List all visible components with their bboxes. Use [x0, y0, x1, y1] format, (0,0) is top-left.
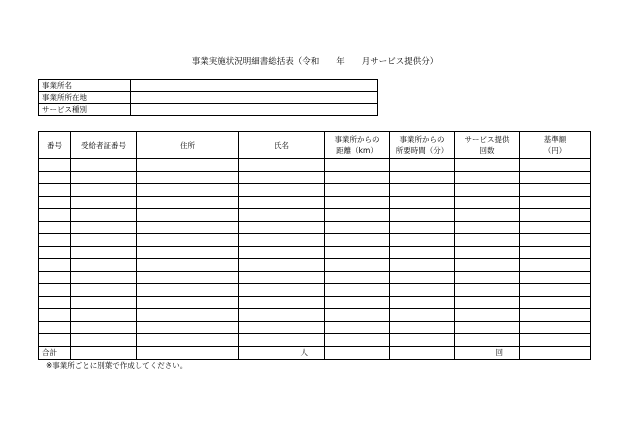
table-cell[interactable]: [71, 159, 137, 172]
table-cell[interactable]: [390, 171, 455, 184]
table-cell[interactable]: [137, 184, 239, 197]
table-cell[interactable]: [325, 309, 390, 322]
total-row: [39, 346, 591, 359]
table-row: [39, 309, 591, 322]
table-cell[interactable]: [520, 196, 591, 209]
table-cell[interactable]: [39, 271, 71, 284]
header-row: [39, 132, 591, 159]
table-cell[interactable]: [520, 296, 591, 309]
table-cell[interactable]: [71, 271, 137, 284]
table-cell[interactable]: [325, 209, 390, 222]
table-row: [39, 296, 591, 309]
table-cell[interactable]: [325, 321, 390, 334]
service-type-field[interactable]: [131, 104, 378, 116]
total-cell: [390, 346, 455, 359]
table-cell[interactable]: [390, 271, 455, 284]
table-cell[interactable]: [137, 209, 239, 222]
table-cell[interactable]: [390, 196, 455, 209]
office-name-row: [39, 80, 378, 92]
table-row: [39, 184, 591, 197]
table-cell[interactable]: [520, 246, 591, 259]
table-cell[interactable]: [239, 196, 325, 209]
table-cell[interactable]: [455, 234, 520, 247]
table-cell[interactable]: [239, 184, 325, 197]
table-cell[interactable]: [137, 259, 239, 272]
table-cell[interactable]: [137, 159, 239, 172]
table-cell[interactable]: [520, 234, 591, 247]
table-cell[interactable]: [390, 334, 455, 347]
table-cell[interactable]: [239, 246, 325, 259]
total-count-unit: 回: [455, 346, 520, 359]
total-label: 合計: [39, 346, 71, 359]
table-row: [39, 321, 591, 334]
table-cell[interactable]: [39, 321, 71, 334]
table-cell[interactable]: [71, 184, 137, 197]
table-cell[interactable]: [325, 159, 390, 172]
table-cell[interactable]: [390, 159, 455, 172]
table-cell[interactable]: [390, 321, 455, 334]
table-cell[interactable]: [390, 221, 455, 234]
table-cell[interactable]: [520, 271, 591, 284]
table-cell[interactable]: [71, 334, 137, 347]
table-cell[interactable]: [71, 309, 137, 322]
table-cell[interactable]: [325, 284, 390, 297]
total-cell: [137, 346, 239, 359]
table-cell[interactable]: [325, 271, 390, 284]
table-cell[interactable]: [455, 196, 520, 209]
table-cell[interactable]: [39, 184, 71, 197]
table-cell[interactable]: [39, 334, 71, 347]
total-people-unit: 人: [239, 346, 325, 359]
table-cell[interactable]: [239, 259, 325, 272]
service-type-row: [39, 104, 378, 116]
table-cell[interactable]: [137, 321, 239, 334]
col-service-count-header: サービス提供 回数: [455, 132, 520, 159]
table-cell[interactable]: [137, 309, 239, 322]
table-cell[interactable]: [239, 221, 325, 234]
table-cell[interactable]: [325, 171, 390, 184]
table-cell[interactable]: [455, 296, 520, 309]
table-cell[interactable]: [39, 284, 71, 297]
col-travel-time-header: 事業所からの 所要時間（分）: [390, 132, 455, 159]
table-cell[interactable]: [325, 196, 390, 209]
service-type-label: サービス種別: [39, 104, 131, 116]
table-cell[interactable]: [39, 296, 71, 309]
table-cell[interactable]: [455, 184, 520, 197]
table-cell[interactable]: [71, 284, 137, 297]
table-row: [39, 209, 591, 222]
table-cell[interactable]: [39, 259, 71, 272]
table-cell[interactable]: [325, 334, 390, 347]
office-address-label: 事業所所在地: [39, 92, 131, 104]
detail-table: [38, 131, 591, 360]
table-cell[interactable]: [39, 309, 71, 322]
col-number-header: 番号: [39, 132, 71, 159]
col-name-header: 氏名: [239, 132, 325, 159]
table-cell[interactable]: [390, 246, 455, 259]
table-cell[interactable]: [239, 334, 325, 347]
table-cell[interactable]: [39, 159, 71, 172]
table-cell[interactable]: [520, 284, 591, 297]
table-row: [39, 221, 591, 234]
table-cell[interactable]: [239, 209, 325, 222]
table-cell[interactable]: [325, 259, 390, 272]
table-row: [39, 171, 591, 184]
office-name-label: 事業所名: [39, 80, 131, 92]
table-cell[interactable]: [390, 184, 455, 197]
col-certificate-number-header: 受給者証番号: [71, 132, 137, 159]
table-cell[interactable]: [71, 259, 137, 272]
table-cell[interactable]: [137, 171, 239, 184]
table-cell[interactable]: [390, 309, 455, 322]
col-base-amount-header: 基準額 （円）: [520, 132, 591, 159]
table-cell[interactable]: [239, 271, 325, 284]
table-cell[interactable]: [455, 284, 520, 297]
office-name-field[interactable]: [131, 80, 378, 92]
table-cell[interactable]: [71, 209, 137, 222]
table-cell[interactable]: [71, 196, 137, 209]
table-cell[interactable]: [71, 221, 137, 234]
table-row: [39, 159, 591, 172]
table-cell[interactable]: [71, 234, 137, 247]
col-address-header: 住所: [137, 132, 239, 159]
table-cell[interactable]: [390, 284, 455, 297]
table-cell[interactable]: [455, 159, 520, 172]
table-cell[interactable]: [455, 209, 520, 222]
table-cell[interactable]: [455, 309, 520, 322]
table-cell[interactable]: [455, 334, 520, 347]
table-cell[interactable]: [239, 296, 325, 309]
table-cell[interactable]: [455, 246, 520, 259]
table-cell[interactable]: [520, 334, 591, 347]
table-cell[interactable]: [39, 196, 71, 209]
table-cell[interactable]: [520, 209, 591, 222]
table-cell[interactable]: [390, 234, 455, 247]
table-cell[interactable]: [520, 184, 591, 197]
office-address-row: [39, 92, 378, 104]
table-row: [39, 334, 591, 347]
total-cell: [520, 346, 591, 359]
table-cell[interactable]: [455, 221, 520, 234]
table-cell[interactable]: [71, 321, 137, 334]
table-cell[interactable]: [39, 234, 71, 247]
table-cell[interactable]: [39, 209, 71, 222]
table-cell[interactable]: [455, 271, 520, 284]
col-distance-header: 事業所からの 距離（km）: [325, 132, 390, 159]
table-cell[interactable]: [137, 246, 239, 259]
page-title: 事業実施状況明細書総括表（令和 年 月サービス提供分）: [191, 57, 439, 67]
table-cell[interactable]: [325, 184, 390, 197]
table-row: [39, 284, 591, 297]
table-cell[interactable]: [39, 246, 71, 259]
table-cell[interactable]: [39, 171, 71, 184]
office-info-table: [38, 79, 378, 116]
table-cell[interactable]: [520, 321, 591, 334]
table-cell[interactable]: [455, 171, 520, 184]
table-cell[interactable]: [239, 309, 325, 322]
table-cell[interactable]: [239, 284, 325, 297]
table-cell[interactable]: [137, 296, 239, 309]
table-cell[interactable]: [520, 309, 591, 322]
table-cell[interactable]: [520, 159, 591, 172]
table-cell[interactable]: [137, 334, 239, 347]
table-cell[interactable]: [71, 246, 137, 259]
total-cell: [71, 346, 137, 359]
table-row: [39, 196, 591, 209]
table-cell[interactable]: [520, 171, 591, 184]
table-cell[interactable]: [39, 221, 71, 234]
footnote: ※事業所ごとに別葉で作成してください。: [46, 361, 188, 370]
table-cell[interactable]: [520, 221, 591, 234]
table-cell[interactable]: [390, 209, 455, 222]
table-row: [39, 234, 591, 247]
table-cell[interactable]: [71, 171, 137, 184]
table-cell[interactable]: [137, 196, 239, 209]
table-cell[interactable]: [455, 259, 520, 272]
table-body: [39, 159, 591, 347]
table-row: [39, 259, 591, 272]
table-cell[interactable]: [520, 259, 591, 272]
table-cell[interactable]: [390, 259, 455, 272]
table-cell[interactable]: [137, 271, 239, 284]
table-cell[interactable]: [239, 234, 325, 247]
table-cell[interactable]: [325, 221, 390, 234]
table-row: [39, 246, 591, 259]
table-cell[interactable]: [137, 234, 239, 247]
table-cell[interactable]: [239, 321, 325, 334]
table-cell[interactable]: [325, 234, 390, 247]
table-cell[interactable]: [239, 159, 325, 172]
table-cell[interactable]: [325, 246, 390, 259]
total-cell: [325, 346, 390, 359]
table-cell[interactable]: [137, 284, 239, 297]
table-cell[interactable]: [71, 296, 137, 309]
table-cell[interactable]: [137, 221, 239, 234]
office-address-field[interactable]: [131, 92, 378, 104]
table-cell[interactable]: [390, 296, 455, 309]
table-cell[interactable]: [455, 321, 520, 334]
table-cell[interactable]: [239, 171, 325, 184]
table-row: [39, 271, 591, 284]
table-cell[interactable]: [325, 296, 390, 309]
